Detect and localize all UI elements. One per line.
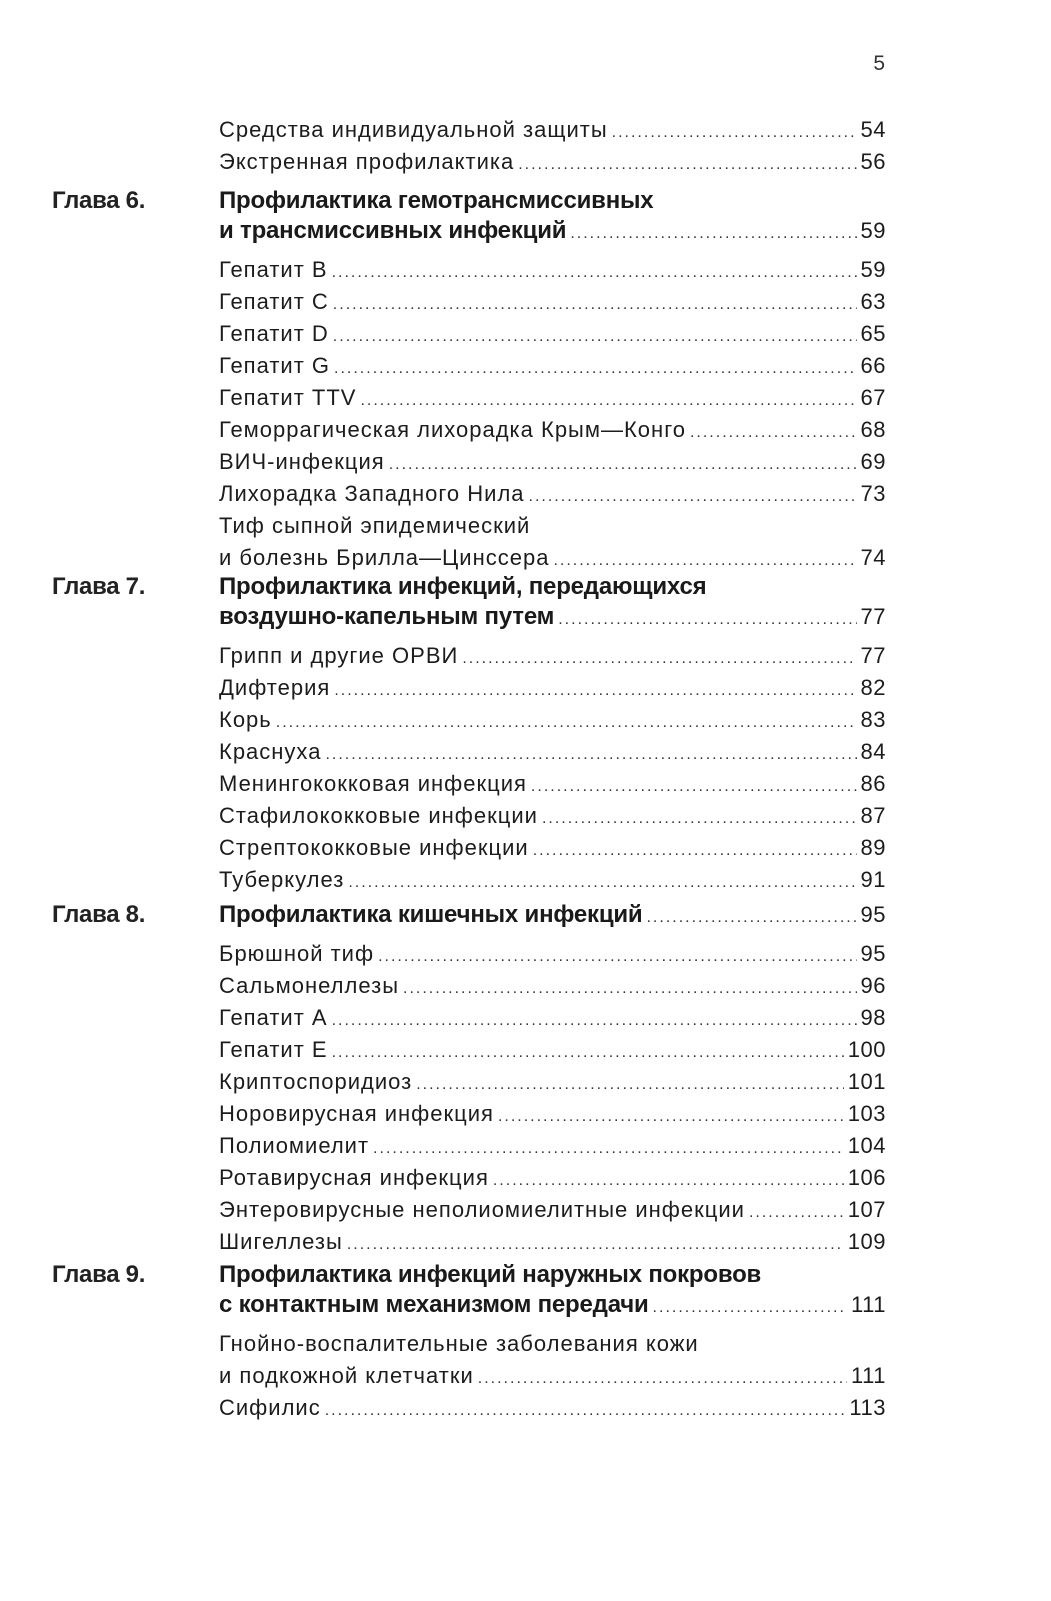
dot-leader bbox=[378, 941, 856, 973]
page-ref: 73 bbox=[860, 481, 886, 506]
section-entry[interactable] bbox=[219, 114, 886, 149]
page-ref: 111 bbox=[851, 1292, 886, 1317]
entry-title: Гепатит А bbox=[219, 1005, 328, 1030]
dot-leader bbox=[558, 605, 856, 635]
dot-leader bbox=[646, 903, 856, 933]
entry-title: Стрептококковые инфекции bbox=[219, 835, 529, 860]
entry-title: Криптоспоридиоз bbox=[219, 1069, 413, 1094]
page-ref: 77 bbox=[860, 643, 886, 668]
section-entry[interactable] bbox=[219, 1066, 886, 1101]
entry-title: и подкожной клетчатки bbox=[219, 1363, 474, 1388]
section-entry[interactable] bbox=[219, 1002, 886, 1037]
entry-title: Туберкулез bbox=[219, 867, 345, 892]
dot-leader bbox=[690, 417, 857, 449]
section-entry[interactable] bbox=[219, 768, 886, 803]
entry-title: Средства индивидуальной защиты bbox=[219, 117, 608, 142]
section-entry[interactable] bbox=[219, 938, 886, 973]
page-ref: 91 bbox=[860, 867, 886, 892]
entry-leader-line bbox=[219, 1226, 886, 1261]
entry-leader-line bbox=[219, 1098, 886, 1133]
page-ref: 83 bbox=[860, 707, 886, 732]
dot-leader bbox=[334, 675, 856, 707]
entry-title-line: Профилактика гемотрансмиссивных bbox=[219, 187, 654, 214]
entry-title: Геморрагическая лихорадка Крым—Конго bbox=[219, 417, 686, 442]
chapter-label: Глава 8. bbox=[52, 901, 146, 928]
page-number: 5 bbox=[873, 52, 885, 75]
page-ref: 59 bbox=[860, 218, 886, 243]
chapter-label: Глава 6. bbox=[52, 187, 146, 214]
entry-leader-line bbox=[219, 1194, 886, 1229]
entry-leader-line bbox=[219, 478, 886, 513]
page-ref: 54 bbox=[860, 117, 886, 142]
entry-leader-line bbox=[219, 254, 886, 289]
section-entry[interactable] bbox=[219, 286, 886, 321]
dot-leader bbox=[360, 385, 856, 417]
dot-leader bbox=[276, 707, 857, 739]
dot-leader bbox=[498, 1101, 844, 1133]
entry-leader-line bbox=[219, 672, 886, 707]
page-ref: 67 bbox=[860, 385, 886, 410]
section-entry[interactable] bbox=[219, 1130, 886, 1165]
entry-leader-line bbox=[219, 1002, 886, 1037]
page-ref: 107 bbox=[847, 1197, 886, 1222]
page-ref: 95 bbox=[860, 941, 886, 966]
entry-title: Краснуха bbox=[219, 739, 322, 764]
entry-leader-line bbox=[219, 1392, 886, 1427]
entry-title: Сифилис bbox=[219, 1395, 321, 1420]
entry-leader-line bbox=[219, 800, 886, 835]
entry-title: Полиомиелит bbox=[219, 1133, 370, 1158]
section-entry[interactable] bbox=[219, 318, 886, 353]
entry-leader-line bbox=[219, 1130, 886, 1165]
entry-title: Шигеллезы bbox=[219, 1229, 343, 1254]
dot-leader bbox=[348, 867, 856, 899]
entry-title: и болезнь Брилла—Цинссера bbox=[219, 545, 550, 570]
dot-leader bbox=[325, 739, 856, 771]
dot-leader bbox=[570, 219, 856, 249]
section-entry[interactable] bbox=[219, 736, 886, 771]
entry-leader-line bbox=[219, 446, 886, 481]
entry-leader-line bbox=[219, 1290, 886, 1323]
page-ref: 101 bbox=[847, 1069, 886, 1094]
section-entry[interactable] bbox=[219, 704, 886, 739]
dot-leader bbox=[332, 257, 857, 289]
page-ref: 100 bbox=[847, 1037, 886, 1062]
section-entry[interactable] bbox=[219, 146, 886, 181]
dot-leader bbox=[462, 643, 856, 675]
entry-leader-line bbox=[219, 704, 886, 739]
entry-leader-line bbox=[219, 864, 886, 899]
entry-title: и трансмиссивных инфекций bbox=[219, 217, 567, 244]
section-entry[interactable] bbox=[219, 350, 886, 385]
section-entry[interactable] bbox=[219, 478, 886, 513]
entry-title: воздушно-капельным путем bbox=[219, 603, 555, 630]
section-entry[interactable] bbox=[219, 446, 886, 481]
entry-title: ВИЧ-инфекция bbox=[219, 449, 385, 474]
dot-leader bbox=[653, 1293, 848, 1323]
page-ref: 89 bbox=[860, 835, 886, 860]
entry-leader-line bbox=[219, 318, 886, 353]
entry-leader-line bbox=[219, 938, 886, 973]
page-ref: 104 bbox=[847, 1133, 886, 1158]
dot-leader bbox=[373, 1133, 844, 1165]
chapter-entry[interactable] bbox=[219, 1260, 886, 1323]
page-ref: 98 bbox=[860, 1005, 886, 1030]
entry-title: Гепатит D bbox=[219, 321, 329, 346]
entry-title: Профилактика кишечных инфекций bbox=[219, 901, 643, 928]
entry-leader-line bbox=[219, 736, 886, 771]
section-entry[interactable] bbox=[219, 1392, 886, 1427]
entry-title: с контактным механизмом передачи bbox=[219, 1291, 649, 1318]
dot-leader bbox=[533, 835, 857, 867]
entry-leader-line bbox=[219, 1034, 886, 1069]
section-entry[interactable] bbox=[219, 414, 886, 449]
dot-leader bbox=[493, 1165, 844, 1197]
dot-leader bbox=[333, 321, 857, 353]
page-ref: 113 bbox=[849, 1395, 886, 1420]
chapter-label: Глава 7. bbox=[52, 573, 146, 600]
entry-title: Лихорадка Западного Нила bbox=[219, 481, 525, 506]
entry-leader-line bbox=[219, 146, 886, 181]
entry-title: Менингококковая инфекция bbox=[219, 771, 527, 796]
entry-leader-line bbox=[219, 350, 886, 385]
entry-leader-line bbox=[219, 382, 886, 417]
section-entry[interactable] bbox=[219, 1162, 886, 1197]
page-ref: 84 bbox=[860, 739, 886, 764]
section-entry[interactable] bbox=[219, 1098, 886, 1133]
entry-title: Ротавирусная инфекция bbox=[219, 1165, 489, 1190]
entry-leader-line bbox=[219, 768, 886, 803]
dot-leader bbox=[531, 771, 857, 803]
entry-title: Стафилококковые инфекции bbox=[219, 803, 538, 828]
page-ref: 96 bbox=[860, 973, 886, 998]
entry-title: Энтеровирусные неполиомиелитные инфекции bbox=[219, 1197, 745, 1222]
dot-leader bbox=[325, 1395, 846, 1427]
entry-title-line: Профилактика инфекций, передающихся bbox=[219, 573, 707, 600]
page-ref: 106 bbox=[847, 1165, 886, 1190]
dot-leader bbox=[347, 1229, 844, 1261]
entry-title-line: Профилактика инфекций наружных покровов bbox=[219, 1261, 762, 1288]
entry-title: Брюшной тиф bbox=[219, 941, 375, 966]
section-entry[interactable] bbox=[219, 1226, 886, 1261]
entry-leader-line bbox=[219, 900, 886, 933]
section-entry[interactable] bbox=[219, 640, 886, 675]
dot-leader bbox=[542, 803, 857, 835]
page-ref: 77 bbox=[860, 604, 886, 629]
dot-leader bbox=[403, 973, 857, 1005]
page-ref: 111 bbox=[851, 1363, 886, 1388]
chapter-label: Глава 9. bbox=[52, 1261, 146, 1288]
chapter-entry[interactable] bbox=[219, 186, 886, 249]
entry-title-line: Тиф сыпной эпидемический bbox=[219, 513, 531, 538]
section-entry[interactable] bbox=[219, 382, 886, 417]
entry-title: Корь bbox=[219, 707, 272, 732]
dot-leader bbox=[334, 353, 857, 385]
entry-title: Дифтерия bbox=[219, 675, 331, 700]
entry-title: Гепатит В bbox=[219, 257, 328, 282]
entry-title-line: Гнойно-воспалительные заболевания кожи bbox=[219, 1331, 699, 1356]
entry-leader-line bbox=[219, 832, 886, 867]
page-ref: 69 bbox=[860, 449, 886, 474]
dot-leader bbox=[333, 289, 857, 321]
entry-title: Сальмонеллезы bbox=[219, 973, 400, 998]
chapter-entry[interactable] bbox=[219, 900, 886, 933]
entry-leader-line bbox=[219, 414, 886, 449]
entry-leader-line bbox=[219, 640, 886, 675]
page-ref: 86 bbox=[860, 771, 886, 796]
chapter-entry[interactable] bbox=[219, 572, 886, 635]
page-ref: 74 bbox=[860, 545, 886, 570]
entry-leader-line bbox=[219, 970, 886, 1005]
section-entry[interactable] bbox=[219, 510, 886, 577]
entry-title: Гепатит Е bbox=[219, 1037, 328, 1062]
entry-title: Гепатит TTV bbox=[219, 385, 357, 410]
entry-leader-line bbox=[219, 1360, 886, 1395]
page-ref: 59 bbox=[860, 257, 886, 282]
dot-leader bbox=[612, 117, 857, 149]
page-ref: 66 bbox=[860, 353, 886, 378]
page-ref: 82 bbox=[860, 675, 886, 700]
page-ref: 109 bbox=[847, 1229, 886, 1254]
section-entry[interactable] bbox=[219, 970, 886, 1005]
entry-title: Норовирусная инфекция bbox=[219, 1101, 494, 1126]
dot-leader bbox=[478, 1363, 847, 1395]
dot-leader bbox=[518, 149, 856, 181]
section-entry[interactable] bbox=[219, 864, 886, 899]
entry-leader-line bbox=[219, 216, 886, 249]
section-entry[interactable] bbox=[219, 832, 886, 867]
dot-leader bbox=[749, 1197, 844, 1229]
section-entry[interactable] bbox=[219, 254, 886, 289]
entry-title: Гепатит С bbox=[219, 289, 329, 314]
entry-title: Экстренная профилактика bbox=[219, 149, 515, 174]
page-ref: 63 bbox=[860, 289, 886, 314]
page-ref: 68 bbox=[860, 417, 886, 442]
entry-leader-line bbox=[219, 1162, 886, 1197]
entry-leader-line bbox=[219, 1066, 886, 1101]
dot-leader bbox=[332, 1037, 844, 1069]
page-ref: 65 bbox=[860, 321, 886, 346]
entry-leader-line bbox=[219, 602, 886, 635]
page-ref: 103 bbox=[847, 1101, 886, 1126]
page-ref: 95 bbox=[860, 902, 886, 927]
page-ref: 87 bbox=[860, 803, 886, 828]
entry-leader-line bbox=[219, 286, 886, 321]
page-ref: 56 bbox=[860, 149, 886, 174]
section-entry[interactable] bbox=[219, 1034, 886, 1069]
section-entry[interactable] bbox=[219, 1194, 886, 1229]
section-entry[interactable] bbox=[219, 1328, 886, 1395]
section-entry[interactable] bbox=[219, 800, 886, 835]
dot-leader bbox=[416, 1069, 844, 1101]
section-entry[interactable] bbox=[219, 672, 886, 707]
dot-leader bbox=[529, 481, 857, 513]
dot-leader bbox=[389, 449, 857, 481]
entry-leader-line bbox=[219, 114, 886, 149]
entry-title: Гепатит G bbox=[219, 353, 331, 378]
entry-title: Грипп и другие ОРВИ bbox=[219, 643, 459, 668]
dot-leader bbox=[332, 1005, 857, 1037]
